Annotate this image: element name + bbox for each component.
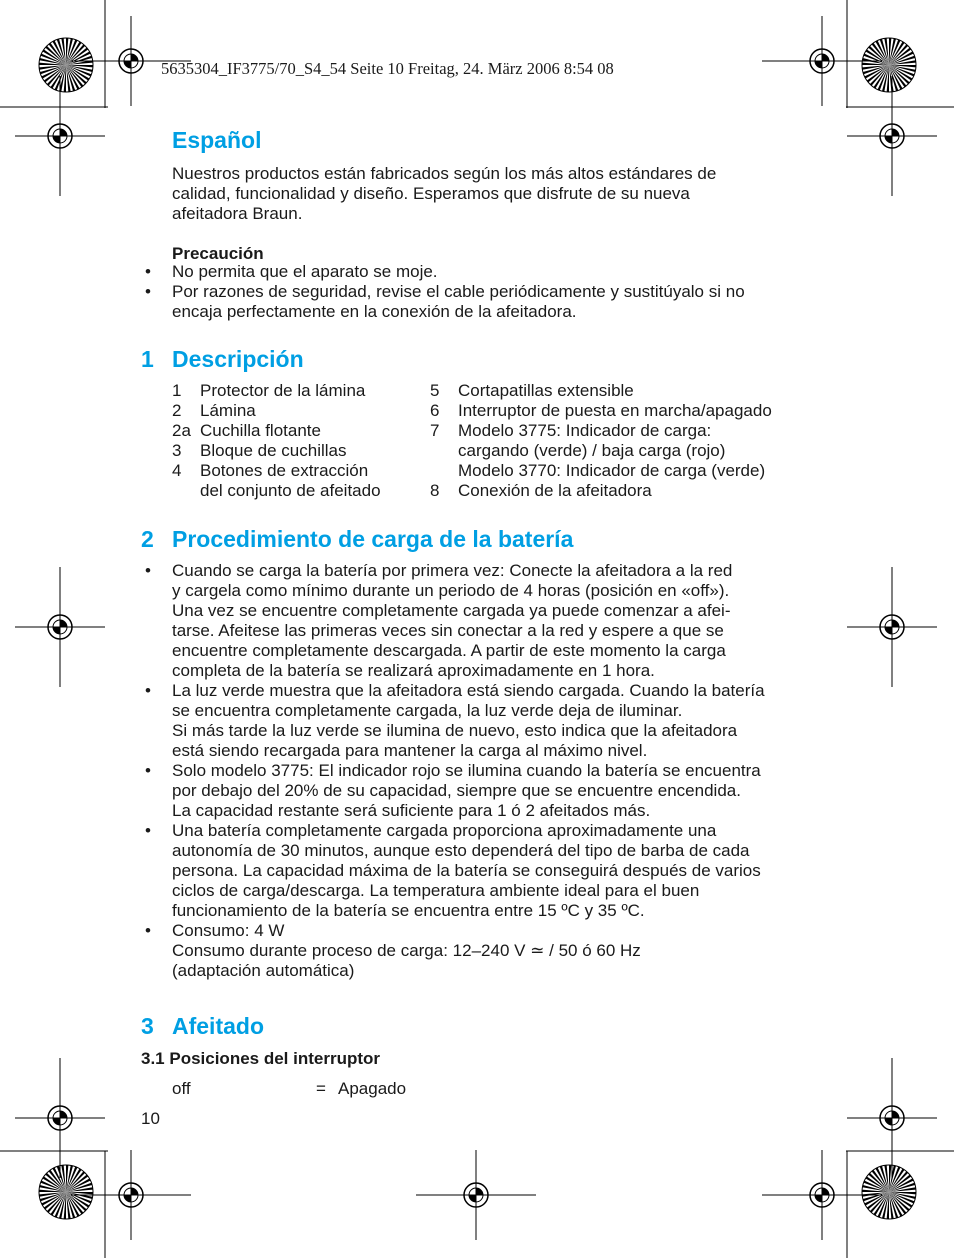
intro-line: calidad, funcionalidad y diseño. Esperamos que disfrute de su nueva: [172, 184, 690, 203]
charging-line: persona. La capacidad máxima de la batería se conseguirá después de varios: [172, 861, 761, 880]
item-number: 5: [430, 381, 440, 400]
charging-line: ciclos de carga/descarga. La temperatura ambiente ideal para el buen: [172, 881, 700, 900]
registration-mark: [15, 76, 105, 196]
item-text: Cortapatillas extensible: [458, 381, 634, 400]
charging-line: por debajo del 20% de su capacidad, siempre que se encuentre encendida.: [172, 781, 741, 800]
caution-line: encaja perfectamente en la conexión de la afeitadora.: [172, 302, 577, 321]
registration-mark: [847, 567, 937, 687]
registration-mark: [847, 1058, 937, 1178]
charging-line: tarse. Afeitese las primeras veces sin conectar a la red y espere a que se: [172, 621, 724, 640]
charging-line: Solo modelo 3775: El indicador rojo se ilumina cuando la batería se encuentra: [172, 761, 761, 780]
item-text: cargando (verde) / baja carga (rojo): [458, 441, 726, 460]
registration-mark: [762, 16, 882, 106]
charging-line: completa de la batería se realizará aproximadamente en 1 hora.: [172, 661, 655, 680]
charging-line: Consumo: 4 W: [172, 921, 285, 940]
item-text: Bloque de cuchillas: [200, 441, 347, 460]
charging-item: [143, 821, 813, 921]
charging-line: Una vez se encuentre completamente cargada ya puede comenzar a afei-: [172, 601, 731, 620]
caution-line: No permita que el aparato se moje.: [172, 262, 438, 281]
switch-position-meaning: Apagado: [338, 1079, 407, 1098]
section-title: Afeitado: [172, 1013, 264, 1039]
caution-title: Precaución: [172, 244, 264, 263]
charging-line: Una batería completamente cargada proporciona aproximadamente una: [172, 821, 717, 840]
item-number: 4: [172, 461, 182, 480]
registration-mark: [15, 567, 105, 687]
switch-equals: =: [316, 1079, 326, 1098]
charging-line: La capacidad restante será suficiente para 1 ó 2 afeitados más.: [172, 801, 651, 820]
item-number: 6: [430, 401, 440, 420]
registration-mark: [15, 1058, 105, 1178]
item-text: Modelo 3770: Indicador de carga (verde): [458, 461, 766, 480]
item-number: 2a: [172, 421, 191, 440]
heading-espanol: Español: [172, 127, 262, 153]
registration-mark: [847, 76, 937, 196]
section-title: Descripción: [172, 346, 304, 372]
page-number: 10: [141, 1109, 160, 1128]
charging-line: y cargela como mínimo durante un periodo de 4 horas (posición en «off»).: [172, 581, 730, 600]
switch-position-label: off: [172, 1079, 191, 1098]
item-text: Lámina: [200, 401, 256, 420]
charging-line: Consumo durante proceso de carga: 12–240 V ≃ / 50 ó 60 Hz: [172, 941, 641, 960]
section-number: 1: [141, 346, 154, 372]
item-text: Protector de la lámina: [200, 381, 366, 400]
charging-item: [143, 921, 813, 981]
star-target-mark: [39, 38, 93, 92]
star-target-mark: [862, 1165, 916, 1219]
section-title: Procedimiento de carga de la batería: [172, 526, 574, 552]
charging-line: funcionamiento de la batería se encuentra entre 15 ºC y 35 ºC.: [172, 901, 645, 920]
subheading-switch-positions: 3.1 Posiciones del interruptor: [141, 1049, 381, 1068]
item-text: Conexión de la afeitadora: [458, 481, 652, 500]
item-number: 3: [172, 441, 182, 460]
bullet: •: [145, 282, 151, 301]
charging-line: Si más tarde la luz verde se ilumina de nuevo, esto indica que la afeitadora: [172, 721, 738, 740]
item-number: 2: [172, 401, 182, 420]
caution-item: [143, 282, 813, 322]
heading-descripcion: [141, 346, 304, 373]
print-slug-line: 5635304_IF3775/70_S4_54 Seite 10 Freitag, 24. März 2006 8:54 08: [161, 59, 614, 78]
item-text: Botones de extracción: [200, 461, 369, 480]
intro-line: Nuestros productos están fabricados según los más altos estándares de: [172, 164, 717, 183]
bullet: •: [145, 262, 151, 281]
charging-line: Cuando se carga la batería por primera vez: Conecte la afeitadora a la red: [172, 561, 733, 580]
bullet: •: [145, 761, 151, 780]
intro-line: afeitadora Braun.: [172, 204, 303, 223]
item-number: 7: [430, 421, 440, 440]
charging-line: (adaptación automática): [172, 961, 355, 980]
item-text: del conjunto de afeitado: [200, 481, 381, 500]
charging-item: [143, 681, 813, 761]
bullet: •: [145, 921, 151, 940]
intro-paragraph: [172, 164, 812, 224]
section-number: 2: [141, 526, 154, 552]
heading-afeitado: [141, 1013, 264, 1040]
star-target-mark: [39, 1165, 93, 1219]
caution-line: Por razones de seguridad, revise el cable periódicamente y sustitúyalo si no: [172, 282, 745, 301]
bullet: •: [145, 681, 151, 700]
charging-list: [143, 561, 813, 981]
bullet: •: [145, 821, 151, 840]
charging-line: La luz verde muestra que la afeitadora está siendo cargada. Cuando la batería: [172, 681, 765, 700]
charging-item: [143, 761, 813, 821]
section-number: 3: [141, 1013, 154, 1039]
star-target-mark: [862, 38, 916, 92]
item-text: Interruptor de puesta en marcha/apagado: [458, 401, 772, 420]
heading-carga-bateria: [141, 526, 574, 553]
registration-mark: [71, 1150, 191, 1240]
charging-line: autonomía de 30 minutos, aunque esto dependerá del tipo de barba de cada: [172, 841, 750, 860]
caution-list: [143, 262, 813, 322]
bullet: •: [145, 561, 151, 580]
item-number: 8: [430, 481, 440, 500]
item-number: 1: [172, 381, 182, 400]
registration-mark: [416, 1150, 536, 1240]
charging-line: se encuentra completamente cargada, la luz verde deja de iluminar.: [172, 701, 683, 720]
charging-line: encuentre completamente descargada. A partir de este momento la carga: [172, 641, 726, 660]
caution-item: [143, 262, 813, 282]
charging-line: está siendo recargada para mantener la carga al máximo nivel.: [172, 741, 648, 760]
charging-item: [143, 561, 813, 681]
item-text: Cuchilla flotante: [200, 421, 321, 440]
item-text: Modelo 3775: Indicador de carga:: [458, 421, 712, 440]
